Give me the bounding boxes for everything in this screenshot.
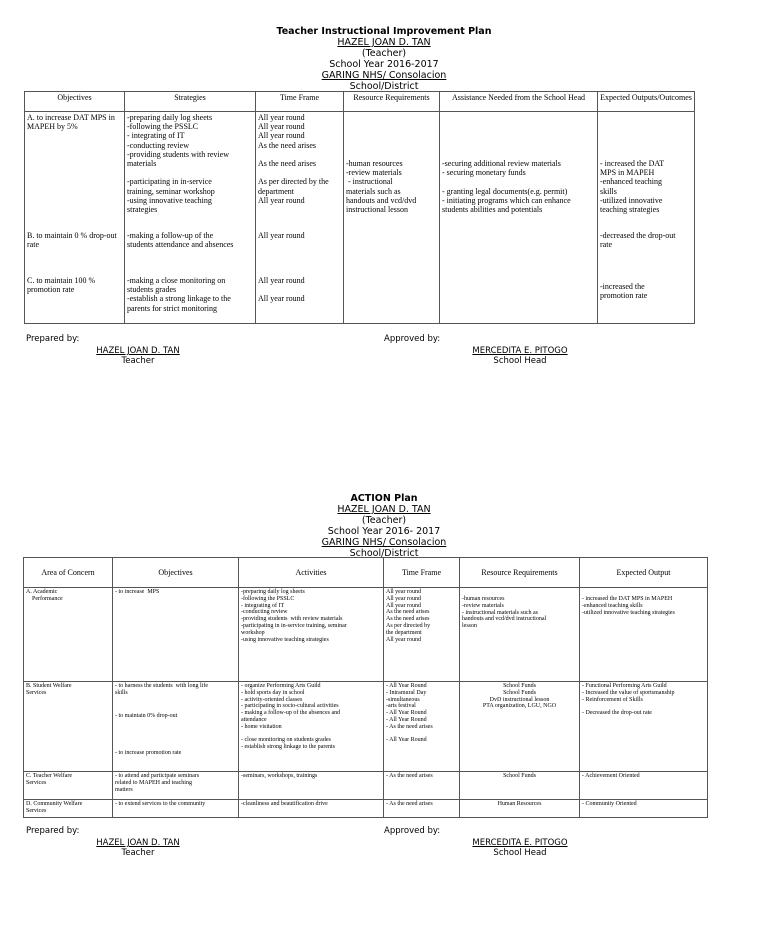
ap-time-line: - All Year Round [386,716,427,723]
ap-output-line: - increased the DAT MPS in MAPEH [582,596,673,602]
tip-output-line: rate [600,240,612,250]
ap-resource-line: -human resources [462,596,505,602]
tip-time-line [258,150,341,159]
tip-col-assistance: Assistance Needed from the School Head [440,92,598,112]
ap-time-line: the department [386,629,422,636]
ap-objective-cell [113,588,239,682]
ap-resources-cell [460,682,580,772]
ap-role: (Teacher) [361,515,407,526]
ap-time-line: -arts festival [386,703,416,710]
ap-time-line: As the need arises [386,616,430,623]
tip-objective-c: C. to maintain 100 % promotion rate [27,276,96,295]
ap-output-line: - Achievement Oriented [582,773,640,779]
tip-strategy-line: - integrating of IT [127,131,185,141]
tip-col-resources: Resource Requirements [344,92,440,112]
ap-area-line: Services [26,689,47,696]
ap-objective-line: matters [115,786,133,793]
ap-col-time-frame: Time Frame [384,558,460,588]
ap-time-line: - All Year Round [386,737,427,744]
ap-col-objectives: Objectives [113,558,239,588]
tip-objective-a: A. to increase DAT MPS in MAPEH by 5% [27,113,115,132]
tip-col-outputs: Expected Outputs/Outcomes [598,92,695,112]
ap-output-cell [580,800,708,818]
ap-resource-line: Human Resources [497,801,542,807]
tip-approved-role: School Head [493,356,547,366]
ap-teacher-name: HAZEL JOAN D. TAN [337,504,431,515]
ap-time-cell [384,682,460,772]
ap-time-line: - As the need arises [386,801,433,807]
tip-prepared-role: Teacher [121,356,155,366]
ap-objective-cell [113,800,239,818]
ap-resource-line: handouts and vcd/dvd instructional [462,616,547,623]
tip-output-line: -enhanced teaching [600,177,662,187]
tip-objectives-cell [25,112,125,324]
tip-output-line: teaching strategies [600,205,660,215]
tip-output-line: - increased the DAT [600,159,665,168]
ap-area-line: D. Community Welfare [26,801,83,807]
ap-activity-line: -using innovative teaching strategies [241,636,329,643]
tip-resource-line: - instructional [346,177,393,187]
tip-assistance-line [442,177,595,186]
ap-activities-cell [239,772,384,800]
ap-table [23,557,708,818]
tip-strategy-line: -establish a strong linkage to the [127,294,231,304]
ap-time-line: All year round [386,589,421,595]
ap-activity-line: -cleanliness and beautification drive [241,801,328,807]
tip-resource-line: -human resources [346,159,403,168]
ap-activity-line: attendance [241,716,267,723]
tip-time-line: All year round [258,276,305,285]
ap-row-community-welfare [24,800,708,818]
tip-strategy-line: parents for strict monitoring [127,303,217,313]
ap-output-line: -enhanced teaching skills [582,602,643,609]
tip-strategy-line: -making a close monitoring on [127,276,226,285]
ap-resource-line: School Funds [503,689,536,696]
ap-time-line [386,731,457,738]
ap-output-line: - Increased the value of sportsmanship [582,689,675,696]
ap-output-line: - Community Oriented [582,801,637,807]
tip-strategy-line: -participating in in-service [127,177,212,187]
ap-time-line: -simultaneous [386,696,420,703]
ap-activity-line: -following the PSSLC [241,595,295,602]
ap-resource-line: -review materials [462,602,504,609]
tip-strategy-line: students grades [127,285,177,295]
ap-area-line: A. Academic [26,589,58,595]
tip-strategy-line: strategies [127,205,158,215]
ap-output-line: -utilized innovative teaching strategies [582,609,675,616]
ap-activities-cell [239,682,384,772]
tip-title: Teacher Instructional Improvement Plan [276,26,492,37]
ap-area-cell [24,682,113,772]
ap-resource-line: lesson [462,623,477,630]
ap-activity-line: - participating in socio-cultural activities [241,703,339,710]
ap-district: School/District [349,548,419,559]
tip-output-line: -increased the [600,282,645,291]
tip-time-line: All year round [258,122,305,132]
ap-objective-line: - to harness the students with long life [115,683,208,689]
tip-time-line [258,285,341,294]
tip-time-line: All year round [258,294,305,304]
ap-resources-cell [460,588,580,682]
tip-output-line: MPS in MAPEH [600,168,655,178]
ap-time-line: - All Year Round [386,683,427,689]
tip-objective-b: B. to maintain 0 % drop-out rate [27,231,117,250]
ap-time-cell [384,800,460,818]
tip-time-line: As the need arises [258,140,316,150]
ap-output-cell [580,588,708,682]
tip-strategy-line: -following the PSSLC [127,122,199,132]
tip-time-line: All year round [258,195,305,205]
ap-activity-line: - establish strong linkage to the parents [241,744,335,751]
ap-objective-line: - to maintain 0% drop-out [115,713,178,719]
tip-col-strategies: Strategies [125,92,256,112]
tip-output-line: skills [600,186,617,196]
ap-col-output: Expected Output [580,558,708,588]
ap-activity-line: - close monitoring on students grades [241,737,331,744]
tip-strategy-line: -conducting review [127,140,189,150]
tip-strategy-line: materials [127,159,157,169]
ap-resources-cell [460,772,580,800]
ap-output-line [582,703,705,710]
ap-activities-cell [239,588,384,682]
ap-approved-block [464,838,576,858]
ap-school-year: School Year 2016- 2017 [327,526,441,537]
tip-resources-cell [344,112,440,324]
ap-activity-line: -providing students with review materials [241,616,343,623]
ap-activity-line: workshop [241,629,265,636]
ap-resource-line: DvD instructional lesson [489,696,550,703]
tip-col-time-frame: Time Frame [256,92,344,112]
tip-time-line: All year round [258,113,305,122]
ap-time-cell [384,772,460,800]
tip-assistance-cell [440,112,598,324]
tip-assistance-line: students abilities and potentials [442,205,543,215]
ap-output-line: - Decreased the drop-out rate [582,710,652,717]
tip-time-frame-cell [256,112,344,324]
ap-output-cell [580,682,708,772]
tip-output-line: -utilized innovative [600,195,663,205]
ap-col-activities: Activities [239,558,384,588]
tip-assistance-line: - initiating programs which can enhance [442,195,571,205]
ap-time-line: - All Year Round [386,710,427,717]
ap-output-line: - Reinforcement of Skills [582,696,643,703]
tip-resource-line: -review materials [346,168,402,178]
ap-objective-line: - to increase promotion rate [115,750,182,756]
ap-time-cell [384,588,460,682]
ap-approved-role: School Head [493,848,547,858]
ap-title: ACTION Plan [350,493,418,504]
tip-col-objectives: Objectives [25,92,125,112]
tip-prepared-name: HAZEL JOAN D. TAN [96,346,180,356]
tip-strategy-line: students attendance and absences [127,240,234,250]
ap-area-cell [24,588,113,682]
ap-prepared-name: HAZEL JOAN D. TAN [96,838,180,848]
tip-prepared-block [92,346,184,366]
ap-resource-line: School Funds [503,773,536,779]
ap-approved-name: MERCEDITA E. PITOGO [472,838,568,848]
ap-output-line: - Functional Performing Arts Guild [582,683,667,689]
ap-activity-line: - hold sports day in school [241,689,305,696]
tip-assistance-line: - securing monetary funds [442,168,526,178]
ap-activity-line: -participating in in-service training, seminar [241,622,347,629]
ap-objective-line: related to MAPEH and teaching [115,779,192,786]
ap-resources-cell [460,800,580,818]
ap-activity-line: - activity-oriented classes [241,696,303,703]
ap-time-line: All year round [386,636,421,643]
ap-activity-line: -preparing daily log sheets [241,589,305,595]
tip-assistance-line: -securing additional review materials [442,159,561,168]
ap-activity-line: - organize Performing Arts Guild [241,683,321,689]
ap-prepared-label: Prepared by: [26,826,80,836]
tip-strategy-line: training, seminar workshop [127,186,215,196]
ap-area-cell [24,800,113,818]
ap-approved-label: Approved by: [384,826,441,836]
tip-time-line: All year round [258,231,305,240]
tip-approved-name: MERCEDITA E. PITOGO [472,346,568,356]
ap-activity-line: - home visitation [241,723,282,730]
tip-school-year: School Year 2016-2017 [329,59,439,70]
ap-objective-line: skills [115,689,128,696]
ap-school: GARING NHS/ Consolacion [321,537,447,548]
tip-strategies-cell [125,112,256,324]
ap-col-resources: Resource Requirements [460,558,580,588]
tip-prepared-label: Prepared by: [26,334,80,344]
ap-time-line: All year round [386,602,421,609]
ap-objective-cell [113,682,239,772]
tip-district: School/District [349,81,419,92]
tip-school: GARING NHS/ Consolacion [321,70,447,81]
ap-time-line: All year round [386,595,421,602]
ap-output-cell [580,772,708,800]
ap-activity-line [241,731,381,738]
ap-row-teacher-welfare [24,772,708,800]
ap-header [0,493,768,559]
ap-time-line: As the need arises [386,609,430,616]
tip-resource-line: materials such as [346,186,401,196]
ap-row-student-welfare [24,682,708,772]
tip-outputs-cell [598,112,695,324]
ap-activity-line: - making a follow-up of the absences and [241,710,341,717]
ap-time-line: - Intramural Day [386,689,427,696]
ap-time-line: - As the need arises [386,723,433,730]
tip-approved-block [464,346,576,366]
tip-approved-label: Approved by: [384,334,441,344]
ap-resource-line: PTA organization, LGU, NGO [482,703,557,710]
ap-time-line: - As the need arises [386,773,433,779]
ap-area-line: Performance [26,595,63,602]
ap-area-line: B. Student Welfare [26,683,72,689]
tip-time-line: department [258,186,294,196]
ap-area-line: C. Teacher Welfare [26,773,73,779]
tip-table [24,91,695,324]
tip-time-line: As per directed by the [258,177,329,187]
tip-assistance-line: - granting legal documents(e.g. permit) [442,186,568,196]
ap-area-line: Services [26,779,47,786]
tip-output-line: promotion rate [600,291,648,301]
ap-prepared-role: Teacher [121,848,155,858]
ap-objective-line: - to extend services to the community [115,801,206,807]
ap-resource-line: School Funds [503,683,536,689]
ap-activity-line: - integrating of IT [241,602,285,609]
ap-objective-line: - to increase MPS [115,589,160,595]
tip-strategy-line [127,168,253,177]
tip-header [0,26,768,92]
tip-resource-line: instructional lesson [346,205,408,215]
ap-activity-line: -seminars, workshops, trainings [241,773,318,779]
ap-objective-line: - to attend and participate seminars [115,773,200,779]
ap-prepared-block [92,838,184,858]
ap-resource-line: - instructional materials such as [462,609,538,616]
ap-col-area: Area of Concern [24,558,113,588]
ap-area-cell [24,772,113,800]
tip-time-line: All year round [258,131,305,141]
tip-strategy-line: -making a follow-up of the [127,231,214,240]
tip-resource-line: handouts and vcd/dvd [346,195,417,205]
tip-strategy-line: -providing students with review [127,149,229,159]
ap-time-line: As per directed by [386,622,431,629]
tip-output-line: -decreased the drop-out [600,231,676,240]
tip-time-line [258,168,341,177]
tip-teacher-name: HAZEL JOAN D. TAN [337,37,431,48]
ap-area-line: Services [26,807,47,814]
ap-objective-cell [113,772,239,800]
ap-activities-cell [239,800,384,818]
tip-time-line: As the need arises [258,159,316,169]
ap-row-academic [24,588,708,682]
ap-activity-line: -conducting review [241,609,288,616]
tip-role: (Teacher) [361,48,407,59]
tip-strategy-line: -preparing daily log sheets [127,113,213,122]
tip-strategy-line: -using innovative teaching [127,195,212,205]
